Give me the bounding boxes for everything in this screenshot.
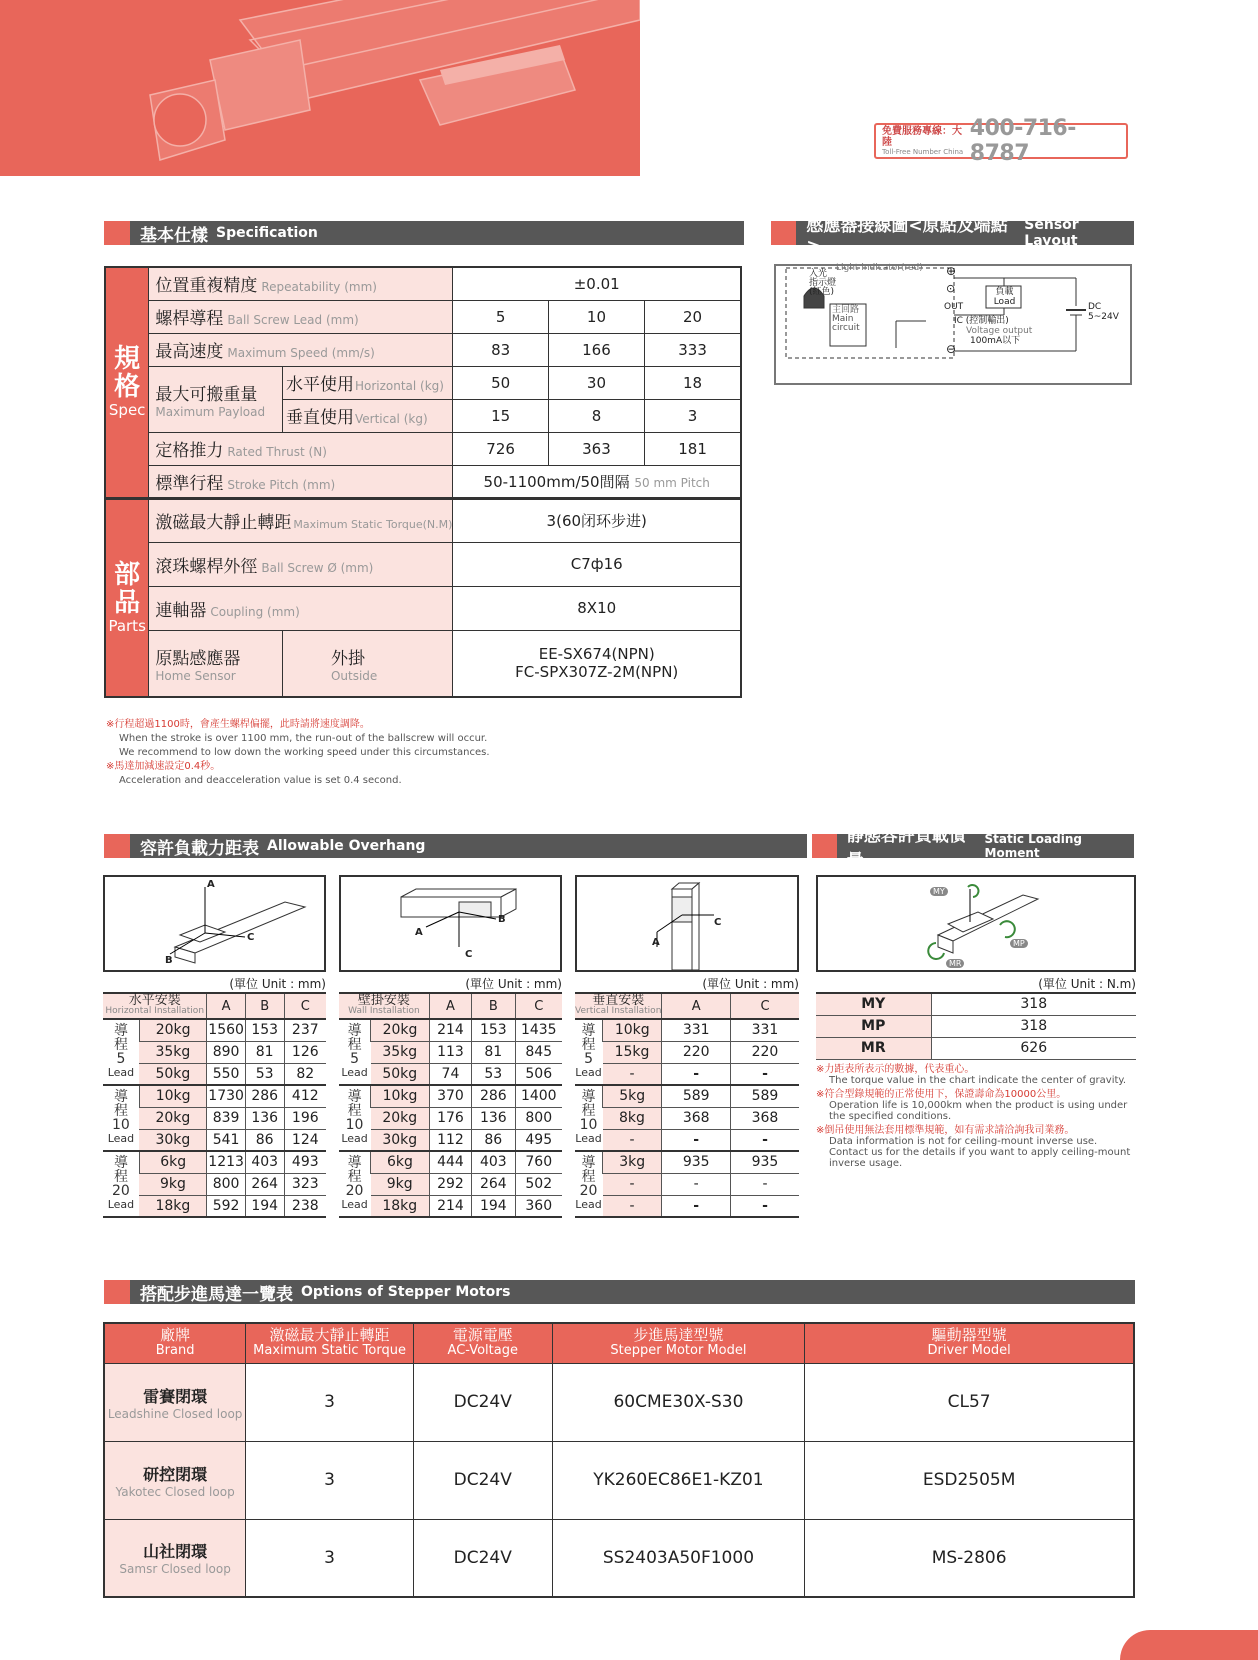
sensor-light-label: Light indicator(red) xyxy=(836,263,923,273)
spec-notes: ※行程超過1100時，會產生螺桿偏擺，此時請將速度調降。 When the stroke is over 1100 mm, the run-out of the ballscrew will occur. We recommend to low down the working speed under this circumstances. ※馬達加減速設定0.4秒。 Acceleration and deacceleration value is set 0.4 second. xyxy=(106,719,490,786)
table-row xyxy=(103,1085,326,1107)
payload-v-value: 8 xyxy=(548,399,644,432)
motor-header: 步進馬達型號 Stepper Motor Model xyxy=(552,1323,805,1363)
weight-cell: 9kg xyxy=(139,1173,207,1195)
motor-header: 驅動器型號 Driver Model xyxy=(805,1323,1134,1363)
value-cell: 81 xyxy=(245,1041,284,1063)
value-cell: - xyxy=(662,1129,731,1151)
value-cell: 53 xyxy=(245,1063,284,1085)
motor-header: 激磁最大靜止轉距 Maximum Static Torque xyxy=(246,1323,414,1363)
weight-cell: 8kg xyxy=(603,1107,662,1129)
thrust-value: 181 xyxy=(645,432,741,465)
hotline-box xyxy=(874,116,1128,166)
col-c: C xyxy=(284,993,326,1019)
moment-title-zh: 靜態容許負載慣量 xyxy=(846,826,966,871)
value-cell: 845 xyxy=(515,1041,562,1063)
table-row xyxy=(339,1107,562,1129)
value-cell: 112 xyxy=(429,1129,471,1151)
value-cell: 53 xyxy=(472,1063,515,1085)
value-cell: 495 xyxy=(515,1129,562,1151)
value-cell: 264 xyxy=(472,1173,515,1195)
value-cell: 592 xyxy=(207,1195,245,1217)
motor-row xyxy=(104,1441,1134,1519)
diagram-label-a: A xyxy=(415,927,423,938)
value-cell: - xyxy=(730,1063,799,1085)
motors-section-header xyxy=(104,1280,1135,1304)
table-row xyxy=(339,1019,562,1041)
weight-cell: - xyxy=(603,1063,662,1085)
lead-label: 導 程 5 Lead xyxy=(339,1019,371,1085)
weight-cell: 15kg xyxy=(603,1041,662,1063)
value-cell: 214 xyxy=(429,1195,471,1217)
weight-cell: 35kg xyxy=(139,1041,207,1063)
motor-brand xyxy=(104,1363,246,1441)
motor-voltage: DC24V xyxy=(413,1441,552,1519)
repeatability-value: ±0.01 xyxy=(453,267,741,300)
value-cell: - xyxy=(730,1173,799,1195)
value-cell: 286 xyxy=(245,1085,284,1107)
payload-h-value: 30 xyxy=(548,366,644,399)
value-cell: 220 xyxy=(730,1041,799,1063)
thrust-label: 定格推力 Rated Thrust (N) xyxy=(149,432,453,465)
value-cell: 589 xyxy=(662,1085,731,1107)
table-row xyxy=(339,1129,562,1151)
parts-side-label: 部 品 Parts xyxy=(105,498,149,697)
value-cell: 368 xyxy=(662,1107,731,1129)
weight-cell: 30kg xyxy=(371,1129,430,1151)
lead-value: 5 xyxy=(453,300,548,333)
motors-title-en: Options of Stepper Motors xyxy=(301,1284,511,1300)
weight-cell: - xyxy=(603,1195,662,1217)
col-b: B xyxy=(472,993,515,1019)
wall-table xyxy=(339,992,562,1218)
value-cell: 292 xyxy=(429,1173,471,1195)
horizontal-table xyxy=(103,992,326,1218)
unit-label: (單位 Unit : mm) xyxy=(229,977,326,991)
motor-brand-en: Leadshine Closed loop xyxy=(107,1406,243,1421)
motor-brand-en: Yakotec Closed loop xyxy=(115,1484,235,1499)
table-row xyxy=(575,1151,799,1173)
motor-brand-zh: 山社閉環 xyxy=(143,1542,208,1562)
motor-voltage: DC24V xyxy=(413,1519,552,1597)
lead-label: 導 程 20 Lead xyxy=(575,1151,603,1217)
sensor-section-header xyxy=(771,215,1134,256)
value-cell: 153 xyxy=(472,1019,515,1041)
table-row xyxy=(339,1041,562,1063)
moment-key: MP xyxy=(816,1015,931,1037)
vertical-diagram xyxy=(575,875,799,972)
vertical-title: 垂直安裝 Vertical Installation xyxy=(575,993,662,1019)
coupling-value: 8X10 xyxy=(453,586,741,630)
table-row xyxy=(575,1019,799,1041)
spec-section-header xyxy=(104,221,744,245)
lead-label: 導 程 20 Lead xyxy=(103,1151,139,1217)
diagram-label-c: C xyxy=(247,932,255,943)
lead-label: 導 程 5 Lead xyxy=(575,1019,603,1085)
value-cell: 444 xyxy=(429,1151,471,1173)
value-cell: 502 xyxy=(515,1173,562,1195)
value-cell: 412 xyxy=(284,1085,326,1107)
payload-vertical-label: 垂直使用Vertical (kg) xyxy=(282,399,452,432)
value-cell: 550 xyxy=(207,1063,245,1085)
motor-brand xyxy=(104,1519,246,1597)
weight-cell: 35kg xyxy=(371,1041,430,1063)
table-row xyxy=(575,1041,799,1063)
weight-cell: 50kg xyxy=(371,1063,430,1085)
value-cell: 541 xyxy=(207,1129,245,1151)
lead-label: 導 程 10 Lead xyxy=(575,1085,603,1151)
hotline-number: 400-716-8787 xyxy=(969,116,1076,166)
weight-cell: 18kg xyxy=(371,1195,430,1217)
sensor-title-en: Sensor Layout xyxy=(1024,217,1079,249)
home-sensor-value: EE-SX674(NPN) FC-SPX307Z-2M(NPN) xyxy=(453,630,741,697)
value-cell: 86 xyxy=(245,1129,284,1151)
lead-value: 20 xyxy=(645,300,741,333)
weight-cell: 3kg xyxy=(603,1151,662,1173)
value-cell: 196 xyxy=(284,1107,326,1129)
corner-accent xyxy=(1120,1630,1258,1660)
value-cell: 368 xyxy=(730,1107,799,1129)
value-cell: 238 xyxy=(284,1195,326,1217)
table-row xyxy=(575,1195,799,1217)
wall-diagram xyxy=(339,875,562,972)
weight-cell: 50kg xyxy=(139,1063,207,1085)
value-cell: 890 xyxy=(207,1041,245,1063)
unit-label: (單位 Unit : mm) xyxy=(465,977,562,991)
col-a: A xyxy=(429,993,471,1019)
speed-label: 最高速度 Maximum Speed (mm/s) xyxy=(149,333,453,366)
motor-driver: ESD2505M xyxy=(805,1441,1134,1519)
weight-cell: 30kg xyxy=(139,1129,207,1151)
value-cell: 800 xyxy=(515,1107,562,1129)
weight-cell: 10kg xyxy=(371,1085,430,1107)
moment-table xyxy=(816,992,1136,1060)
sensor-main-circuit: 主回路 Main circuit xyxy=(832,305,860,333)
value-cell: 126 xyxy=(284,1041,326,1063)
moment-label-mr: MR xyxy=(946,959,964,968)
spec-table xyxy=(104,266,742,698)
value-cell: 370 xyxy=(429,1085,471,1107)
value-cell: 935 xyxy=(662,1151,731,1173)
hotline-china: China xyxy=(943,148,964,156)
value-cell: 403 xyxy=(245,1151,284,1173)
value-cell: 136 xyxy=(472,1107,515,1129)
motor-torque: 3 xyxy=(246,1441,414,1519)
weight-cell: 20kg xyxy=(371,1019,430,1041)
col-c: C xyxy=(515,993,562,1019)
horizontal-diagram xyxy=(103,875,326,972)
payload-h-value: 18 xyxy=(645,366,741,399)
value-cell: 1213 xyxy=(207,1151,245,1173)
moment-value: 626 xyxy=(931,1037,1136,1059)
table-row xyxy=(103,1151,326,1173)
sensor-minus: ⊖ xyxy=(946,342,957,356)
table-row xyxy=(339,1063,562,1085)
sensor-wiring-diagram xyxy=(774,264,1132,385)
diagram-label-a: A xyxy=(652,937,660,948)
unit-label: (單位 Unit : N.m) xyxy=(1038,977,1136,991)
value-cell: 839 xyxy=(207,1107,245,1129)
moment-value: 318 xyxy=(931,1015,1136,1037)
value-cell: 194 xyxy=(245,1195,284,1217)
value-cell: 506 xyxy=(515,1063,562,1085)
weight-cell: - xyxy=(603,1173,662,1195)
value-cell: 136 xyxy=(245,1107,284,1129)
value-cell: - xyxy=(730,1129,799,1151)
value-cell: 124 xyxy=(284,1129,326,1151)
torque-label: 激磁最大靜止轉距 Maximum Static Torque(N.M) xyxy=(149,498,453,542)
table-row xyxy=(575,1129,799,1151)
value-cell: 194 xyxy=(472,1195,515,1217)
motor-model: SS2403A50F1000 xyxy=(552,1519,805,1597)
home-sensor-label: 原點感應器 Home Sensor xyxy=(149,630,283,697)
speed-value: 333 xyxy=(645,333,741,366)
moment-title-en: Static Loading Moment xyxy=(984,832,1082,860)
value-cell: 493 xyxy=(284,1151,326,1173)
screw-label: 滾珠螺桿外徑 Ball Screw Ø (mm) xyxy=(149,542,453,586)
moment-value: 318 xyxy=(931,993,1136,1015)
hotline-label: 免費服務專線：大陸 xyxy=(882,126,962,148)
weight-cell: 18kg xyxy=(139,1195,207,1217)
weight-cell: 6kg xyxy=(139,1151,207,1173)
actuator-illustration xyxy=(0,0,640,176)
motor-driver: MS-2806 xyxy=(805,1519,1134,1597)
moment-diagram xyxy=(816,875,1136,972)
stroke-label: 標準行程 Stroke Pitch (mm) xyxy=(149,465,453,498)
payload-h-value: 50 xyxy=(453,366,548,399)
value-cell: - xyxy=(662,1063,731,1085)
motor-model: YK260EC86E1-KZ01 xyxy=(552,1441,805,1519)
torque-value: 3(60闭环步进) xyxy=(453,498,741,542)
motor-brand-zh: 雷賽閉環 xyxy=(143,1386,208,1406)
speed-value: 83 xyxy=(453,333,548,366)
spec-side-label: 規 格 Spec xyxy=(105,267,149,498)
value-cell: 81 xyxy=(472,1041,515,1063)
payload-horizontal-label: 水平使用Horizontal (kg) xyxy=(282,366,452,399)
col-a: A xyxy=(207,993,245,1019)
table-row xyxy=(339,1151,562,1173)
sensor-o: ⊙ xyxy=(946,282,956,295)
value-cell: 1730 xyxy=(207,1085,245,1107)
lead-value: 10 xyxy=(548,300,644,333)
stroke-value: 50-1100mm/50間隔 50 mm Pitch xyxy=(453,465,741,498)
motor-brand xyxy=(104,1441,246,1519)
value-cell: 935 xyxy=(730,1151,799,1173)
payload-label: 最大可搬重量 Maximum Payload xyxy=(149,366,283,432)
value-cell: - xyxy=(662,1173,731,1195)
lead-label: 導 程 20 Lead xyxy=(339,1151,371,1217)
table-row xyxy=(103,1019,326,1041)
value-cell: 220 xyxy=(662,1041,731,1063)
diagram-label-c: C xyxy=(714,917,722,928)
value-cell: 589 xyxy=(730,1085,799,1107)
sensor-ic: IC (控制輸出) Voltage output 100mA以下 xyxy=(954,316,1033,346)
overhang-section-header xyxy=(104,834,807,858)
value-cell: 286 xyxy=(472,1085,515,1107)
motor-brand-en: Samsr Closed loop xyxy=(119,1562,231,1577)
weight-cell: 10kg xyxy=(603,1019,662,1041)
motor-voltage: DC24V xyxy=(413,1363,552,1441)
value-cell: 214 xyxy=(429,1019,471,1041)
moment-notes: ※力距表所表示的數據，代表重心。 The torque value in the chart indicate the center of gravity. ※符合型錄規範的正常使用下，保證壽命為10000公里。 Operation life is 10,000km when the product is using under the specified conditions. ※倒吊使用無法套用標準規範，如有需求請洽詢我司業務。 Data information is not for ceiling-mount inverse use. Contact us for the details if you want to apply ceiling-mount inverse usage. xyxy=(816,1064,1131,1169)
speed-value: 166 xyxy=(548,333,644,366)
weight-cell: 9kg xyxy=(371,1173,430,1195)
value-cell: 760 xyxy=(515,1151,562,1173)
diagram-label-c: C xyxy=(465,949,473,960)
table-row xyxy=(575,1085,799,1107)
motors-table xyxy=(103,1322,1135,1598)
wall-title: 壁掛安裝 Wall Installation xyxy=(339,993,429,1019)
value-cell: 82 xyxy=(284,1063,326,1085)
table-row xyxy=(575,1107,799,1129)
value-cell: 800 xyxy=(207,1173,245,1195)
diagram-label-b: B xyxy=(498,914,506,925)
value-cell: 331 xyxy=(662,1019,731,1041)
payload-v-value: 3 xyxy=(645,399,741,432)
value-cell: 86 xyxy=(472,1129,515,1151)
hero-banner xyxy=(0,0,640,176)
sensor-light-zh: 入光 指示燈 (紅色) xyxy=(809,269,837,297)
weight-cell: 20kg xyxy=(139,1107,207,1129)
weight-cell: 20kg xyxy=(139,1019,207,1041)
motor-brand-zh: 研控閉環 xyxy=(143,1464,208,1484)
repeatability-label: 位置重複精度 Repeatability (mm) xyxy=(149,267,453,300)
motor-torque: 3 xyxy=(246,1519,414,1597)
moment-label-mp: MP xyxy=(1010,939,1028,948)
hotline-label-en: Toll-Free Number xyxy=(882,148,941,156)
sensor-dc: DC 5~24V xyxy=(1088,302,1119,322)
overhang-title-zh: 容許負載力距表 xyxy=(140,838,259,859)
value-cell: - xyxy=(730,1195,799,1217)
table-row xyxy=(339,1085,562,1107)
value-cell: 113 xyxy=(429,1041,471,1063)
weight-cell: 10kg xyxy=(139,1085,207,1107)
unit-label: (單位 Unit : mm) xyxy=(702,977,799,991)
spec-title-zh: 基本仕樣 xyxy=(140,225,208,246)
value-cell: 237 xyxy=(284,1019,326,1041)
motor-header: 廠牌 Brand xyxy=(104,1323,246,1363)
motors-title-zh: 搭配步進馬達一覽表 xyxy=(140,1284,293,1305)
weight-cell: 20kg xyxy=(371,1107,430,1129)
motor-driver: CL57 xyxy=(805,1363,1134,1441)
overhang-title-en: Allowable Overhang xyxy=(267,838,426,854)
sensor-title-zh: 感應器接線圖<原點及端點> xyxy=(806,215,1008,256)
value-cell: 323 xyxy=(284,1173,326,1195)
table-row xyxy=(575,1173,799,1195)
lead-label: 螺桿導程 Ball Screw Lead (mm) xyxy=(149,300,453,333)
moment-key: MR xyxy=(816,1037,931,1059)
value-cell: 74 xyxy=(429,1063,471,1085)
lead-label: 導 程 10 Lead xyxy=(339,1085,371,1151)
table-row xyxy=(339,1173,562,1195)
moment-label-my: MY xyxy=(930,887,948,896)
col-a: A xyxy=(662,993,731,1019)
payload-v-value: 15 xyxy=(453,399,548,432)
weight-cell: 6kg xyxy=(371,1151,430,1173)
weight-cell: 5kg xyxy=(603,1085,662,1107)
lead-label: 導 程 5 Lead xyxy=(103,1019,139,1085)
motor-model: 60CME30X-S30 xyxy=(552,1363,805,1441)
table-row xyxy=(339,1195,562,1217)
sensor-out: OUT xyxy=(944,302,964,312)
value-cell: - xyxy=(662,1195,731,1217)
motor-row xyxy=(104,1363,1134,1441)
diagram-label-b: B xyxy=(165,955,173,966)
motor-torque: 3 xyxy=(246,1363,414,1441)
vertical-table xyxy=(575,992,799,1218)
value-cell: 264 xyxy=(245,1173,284,1195)
spec-title-en: Specification xyxy=(216,225,318,241)
value-cell: 1435 xyxy=(515,1019,562,1041)
value-cell: 403 xyxy=(472,1151,515,1173)
weight-cell: - xyxy=(603,1129,662,1151)
sensor-load: 負載 Load xyxy=(993,287,1016,307)
sensor-plus: ⊕ xyxy=(946,264,957,278)
diagram-label-a: A xyxy=(207,879,215,890)
screw-value: C7ф16 xyxy=(453,542,741,586)
value-cell: 331 xyxy=(730,1019,799,1041)
home-sensor-mount: 外掛 Outside xyxy=(282,630,452,697)
col-b: B xyxy=(245,993,284,1019)
motor-row xyxy=(104,1519,1134,1597)
thrust-value: 726 xyxy=(453,432,548,465)
moment-section-header xyxy=(812,826,1134,871)
value-cell: 1400 xyxy=(515,1085,562,1107)
lead-label: 導 程 10 Lead xyxy=(103,1085,139,1151)
moment-key: MY xyxy=(816,993,931,1015)
value-cell: 1560 xyxy=(207,1019,245,1041)
value-cell: 153 xyxy=(245,1019,284,1041)
horizontal-title: 水平安裝 Horizontal Installation xyxy=(103,993,207,1019)
value-cell: 360 xyxy=(515,1195,562,1217)
thrust-value: 363 xyxy=(548,432,644,465)
value-cell: 176 xyxy=(429,1107,471,1129)
motor-header: 電源電壓 AC-Voltage xyxy=(413,1323,552,1363)
coupling-label: 連軸器 Coupling (mm) xyxy=(149,586,453,630)
col-c: C xyxy=(730,993,799,1019)
table-row xyxy=(575,1063,799,1085)
